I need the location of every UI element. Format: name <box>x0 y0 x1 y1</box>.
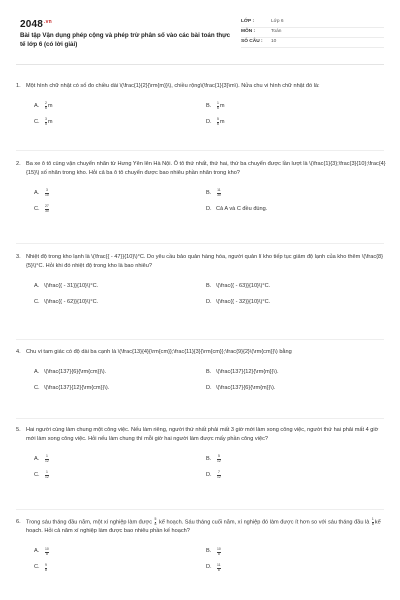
worksheet-header <box>16 18 384 60</box>
answer-option[interactable]: D. $\frac{7}{12}$ <box>206 470 221 480</box>
answer-options <box>16 99 386 131</box>
question-3 <box>16 253 386 310</box>
answer-option[interactable]: B. \(\frac{{ - 63}}{10}\)°C. <box>206 282 271 289</box>
worksheet-meta <box>241 18 384 48</box>
answer-option[interactable]: D. \(\frac{{ - 32}}{10}\)°C. <box>206 298 271 305</box>
meta-row-subject: MÔN : Toán <box>241 28 384 38</box>
answer-option[interactable]: D. Cả A và C đều đúng. <box>206 205 268 212</box>
question-separator <box>16 418 384 419</box>
worksheet-title: Bài tập Vận dụng phép cộng và phép trừ phân số vào các bài toán thực tế lớp 6 (có lời giải) <box>20 32 231 48</box>
answer-option[interactable]: D. \(\frac{137}{6}{\rm{m}}\). <box>206 384 276 391</box>
answer-option[interactable]: B. $\frac{1}{6}$ m <box>206 101 225 111</box>
question-separator <box>16 243 384 244</box>
question-separator <box>16 509 384 510</box>
meta-row-count: SỐ CÂU : 10 <box>241 38 384 48</box>
answer-options <box>16 278 386 310</box>
meta-row-class: LỚP : Lớp 6 <box>241 18 384 28</box>
question-separator <box>16 150 384 151</box>
question-text: 4. Chu vi tam giác có độ dài ba cạnh là \(\frac{13}{4}{\rm{cm}};\frac{11}{3}{\rm{cm}};\frac{9}{2}\(\rm{cm}}\) bằng <box>16 349 292 355</box>
answer-option[interactable]: A. $\frac{1}{12}$ <box>34 454 49 464</box>
answer-option[interactable]: D. $\frac{11}{8}$ <box>206 562 221 572</box>
answer-option[interactable]: A. $\frac{2}{6}$ m <box>34 101 53 111</box>
question-text: 1. Một hình chữ nhật có số đo chiều dài \(\frac{1}{2}{\rm{m}}\), chiều rộng\(\frac{1}{3}\m\). Nửa chu vi hình chữ nhật đó là: <box>16 83 320 89</box>
answer-option[interactable]: B. \(\frac{137}{12}{\rm{m}}\). <box>206 368 279 375</box>
question-text: 5. Hai người cùng làm chung một công việc. Nếu làm riêng, người thứ nhất phải mất 3 giờ mới làm xong công việc, người thứ hai phải mất 4 giờ mới làm xong công việc. Hỏi nếu làm chung thì mỗi giờ hai người làm được mấy phần công việc? <box>16 427 379 442</box>
answer-option[interactable]: C. \(\frac{{ - 62}}{10}\)°C. <box>34 298 99 305</box>
answer-options <box>16 185 386 217</box>
answer-options <box>16 451 386 483</box>
answer-option[interactable]: C. \(\frac{137}{12}{\rm{cm}}\). <box>34 384 110 391</box>
answer-option[interactable]: A. $\frac{3}{10}$ <box>34 188 49 198</box>
question-2 <box>16 160 386 217</box>
answer-options <box>16 544 386 576</box>
question-text: 6. Trong sáu tháng đầu năm, một xí nghiệp làm được $\frac{5}{8}$ kế hoạch. Sáu tháng cuối năm, xí nghiệp đó làm được ít hơn so với sáu tháng đầu là $\frac{1}{8}$ kế hoạch. Hỏi cả năm xí nghiệp làm được bao nhiêu phần kế hoạch? <box>16 517 381 535</box>
question-4 <box>16 348 386 397</box>
question-5 <box>16 426 386 483</box>
answer-option[interactable]: C. $\frac{27}{30}$ <box>34 204 49 214</box>
question-separator <box>16 339 384 340</box>
question-6 <box>16 518 386 576</box>
answer-option[interactable]: A. $\frac{10}{8}$ <box>34 546 49 556</box>
site-logo[interactable]: $2048^{.vn}$ <box>20 18 52 30</box>
answer-options <box>16 365 386 397</box>
question-text: 2. Ba xe ô tô cùng vận chuyển nhãn từ Hưng Yên lên Hà Nội. Ô tô thứ nhất, thứ hai, thứ ba chuyển được lần lượt là \(\frac{1}{3};\frac{3}{10};\frac{4}{15}\) số nhãn trong kho. Hỏi cả ba ô tô chuyển được bao nhiêu phần nhãn trong kho? <box>16 161 386 176</box>
answer-option[interactable]: B. $\frac{10}{8}$ <box>206 546 221 556</box>
answer-option[interactable]: B. $\frac{11}{30}$ <box>206 188 221 198</box>
header-divider <box>16 64 384 65</box>
question-1 <box>16 82 386 131</box>
answer-option[interactable]: B. $\frac{5}{12}$ <box>206 454 221 464</box>
answer-option[interactable]: C. $\frac{3}{5}$ m <box>34 117 53 127</box>
answer-option[interactable]: A. \(\frac{{ - 31}}{10}\)°C. <box>34 282 99 289</box>
answer-option[interactable]: C. $\frac{9}{8}$ <box>34 562 47 572</box>
question-text: 3. Nhiệt độ trong kho lạnh là \(\frac{{ - 47}}{10}\)°C. Do yêu cầu bảo quản hàng hóa, người quản lí kho tiếp tục giảm độ lạnh của kho thêm \(\frac{8}{5}\)°C. Hỏi khi đó nhiệt độ trong kho là bao nhiêu? <box>16 254 384 269</box>
answer-option[interactable]: C. $\frac{1}{12}$ <box>34 470 49 480</box>
answer-option[interactable]: A. \(\frac{137}{6}{\rm{cm}}\). <box>34 368 107 375</box>
answer-option[interactable]: D. $\frac{5}{6}$ m <box>206 117 225 127</box>
